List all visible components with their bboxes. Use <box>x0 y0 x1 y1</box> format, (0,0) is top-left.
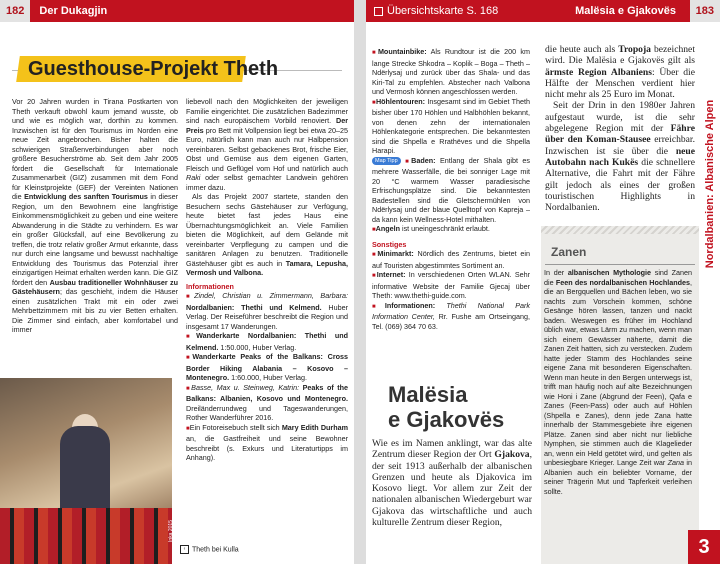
info-item: ■Zindel, Christian u. Zimmermann, Barbara: Nordalbanien: Thethi und Kelmend. Huber Verlag. Der Reiseführer beschreibt die Region und insgesamt 17 Wanderungen. <box>186 291 349 331</box>
page-number-right: 183 <box>690 0 720 22</box>
map-tip-badge[interactable]: Map Tipp <box>372 157 401 165</box>
tip-item: ■Angeln ist uneingeschränkt erlaubt. <box>372 224 490 233</box>
left-column-1 <box>12 97 178 335</box>
section-title: Malësia e Gjakovës <box>388 382 505 432</box>
misc-heading: Sonstiges <box>372 239 407 249</box>
info-heading: Informationen <box>186 281 234 291</box>
tip-item: ■Internet: In verschiedenen Orten WLAN. Sehr informative Website der Familie Gjecaj über Theth: www.thethi-guide.com. <box>372 270 531 300</box>
side-tab: Nordalbanien: Albanische Alpen <box>704 99 716 269</box>
page-number-left: 182 <box>0 0 30 22</box>
paragraph: Seit der Drin in den 1980er Jahren aufgestaut wurde, ist die sehr abgelegene Region mit der Fähre über den Koman-Stausee erreichbar. Inzwischen ist sie über die neue Autobahn nach Kukës die schnellere Alternative, die Fahrt mit der Fähre gilt jedoch als eines der großen touristischen Highlights in Nordalbanien. <box>545 100 695 214</box>
tip-item: ■Höhlentouren: Insgesamt sind im Gebiet Theth bisher über 170 Höhlen und Halbhöhlen bekannt, von denen zehn der internationalen Höhlenkategorie entsprechen. Die bekanntesten sind die Shpella e Rrathëves und die Shpella Harapi. <box>372 96 531 155</box>
box-decoration <box>541 226 699 234</box>
box-title-zanen: Zanen <box>551 245 587 259</box>
right-column-1 <box>372 47 530 331</box>
theth-photo <box>0 378 175 564</box>
info-item: ■Wanderkarte Nordalbanien: Thethi und Kelmend. 1:50.000, Huber Verlag. <box>186 331 348 352</box>
map-reference: Übersichtskarte S. 168 <box>374 0 498 22</box>
paragraph: Als das Projekt 2007 startete, standen den Besuchern sechs Gästehäuser zur Verfügung, heute bietet fast jedes Haus eine Übernachtungsmöglichkeit an. Viele Familien bieten die Möglichkeit, auf dem Gelände mit vereinbarter Verpflegung zu campen und die sanitären Anlagen zu benutzen. Traditionelle Gästehäuser gibt es auch in Tamara, Lepusha, Vermosh und Valbona. <box>186 192 348 277</box>
header-left <box>0 0 354 22</box>
left-column-2 <box>186 97 348 463</box>
map-box-icon <box>374 7 383 16</box>
photo-caption: ‹ Theth bei Kulla <box>180 545 239 554</box>
paragraph: die heute auch als Tropoja bezeichnet wird. Die Malësia e Gjakovës gilt als ärmste Region Albaniens: Über die Hälfte der Menschen verdient hier nicht mehr als 25 Euro im Monat. <box>545 44 695 101</box>
tip-item: ■Mountainbike: Als Rundtour ist die 200 km lange Strecke Shkodra – Koplik – Boga – Theth – Ndërlysaj und zurück über das Shala- und das Kiri-Tal zu empfehlen. Abstecher nach Valbona und Vermosh können angeschlossen werden. <box>372 47 531 96</box>
paragraph: liebevoll nach den Möglichkeiten der jeweiligen Familie eingerichtet. Die zusätzlichen Badezimmer sind nach europäischem Vorbild renoviert. Der Preis pro Bett mit Vollpension liegt bei etwa 20–25 Euro, nätürlich kann man auch nur Halbpension vereinbaren. Selbst gebackenes Brot, frische Eier, Obst und Gemüse aus dem eigenen Garten, Fleisch und Geflügel vom Hof und natürlich auch Raki oder selbst gemachter Landwein gehören immer dazu. <box>186 97 349 192</box>
header-right <box>366 0 720 22</box>
caption-marker-icon: ‹ <box>180 545 189 554</box>
running-title-left: Der Dukagjin <box>39 5 108 17</box>
box-rule <box>545 264 695 265</box>
book-gutter <box>354 0 366 564</box>
paragraph: In der albanischen Mythologie sind Zanen die Feen des nordalbanischen Hochlandes, die an Bergquellen und Bächen leben, wo sie nachts zum Vorschein kommen, schöne Gesänge hören lassen, tanzen und nackt baden. Weswegen es früher im Hochland üblich war, etwas Lärm zu machen, wenn man sich einem Gewässer näherte, damit die Zanen Zeit hatten, sich zu verstecken. Zudem hatte jeder Stamm des Hochlandes seine eigene Zana mit besonderen Eigenschaften. Wenn man heute in den Bergen unterwegs ist, trifft man häufig noch auf alte Bezeichnungen wie Honi i Zane (Abgrund der Feen), Qafa e Zanes (Feen-Pass) oder auch auf Höhlen (Shpella e Zanes), denn jede Zana hatte innerhalb der Stammesgebiete ihre eigenen Plätze. Zanen sind aber nicht nur liebliche Nymphen, sie stimmen auch die Klagelieder an, wenn ein Held getötet wird, und gelten als unbesiegbare Krieger. Lange Zeit war Zana in Albanien auch ein beliebter Vorname, der seiner Trägerin Mut und Tapferkeit verleihen sollte. <box>544 268 693 496</box>
info-item: ■Wanderkarte Peaks of the Balkans: Cross Border Hiking Alabania – Kosovo – Montenegro. 1:60.000, Huber Verlag. <box>186 352 348 382</box>
tip-item: ■Minimarkt: Nördlich des Zentrums, bietet ein auf Touristen abgestimmtes Sortiment an. <box>372 249 531 270</box>
woman-figure <box>60 426 110 516</box>
tip-item: ■Informationen: Thethi National Park Information Center, Rr. Fushe am Ortseingang, Tel. (069) 364 70 63. <box>372 300 530 331</box>
tip-item: Map Tipp ■Baden: Entlang der Shala gibt es mehrere Wasserfälle, die bei sonniger Lage mit 20 °C warmem Wasser paradiesische Erfrischungsplätze sind. Die bekanntesten Badestellen sind die Gletschermühlen von Ndërlysaj und der blaue Quelltopf von Kapreja – da kann kein Wellness-Hotel mithalten. <box>372 155 530 224</box>
info-item: ■Ein Fotoreisebuch stellt sich Mary Edith Durham an, die Gastfreiheit und seine Bewohner beschreibt (s. Exkurs und Literaturtipps im Anhang). <box>186 422 348 462</box>
paragraph: Vor 20 Jahren wurden in Tirana Postkarten von Theth verkauft obwohl kaum jemand wusste, ob und wie es möglich war, dorthin zu kommen. Inzwischen ist für den Tourismus im Norden eine neue Zeit angebrochen. Bisher halten die schwierigen Straßenverbindungen aber noch größere Besucherströme ab. Seit dem Jahr 2005 fördert die Gesellschaft für Internationale Zusammenarbeit (GIZ) zusammen mit dem Fond für Kleinstprojekte (GEF) der Vereinten Nationen die Entwicklung des sanften Tourismus in dieser Region, um den Bewohnern eine langfristige Einkommensmöglichkeit zu geben und eine weitere Abwanderung in die Städte zu verhindern. Es war ein großer Glücksfall, auf eine Bevölkerung zu treffen, die trotz relativ großer Armut erkannte, dass nur durch eine langsame und bewusst nachhaltige Entwicklung des Tourismus das Potenzial ihrer einzigartigen Heimat erhalten werden kann. Die GIZ fördert den Ausbau traditioneller Wohnhäuser zu Gästehäusern; das geschieht, indem die Häuser einen zusätzlichen Trakt mit ein oder zwei Mehrbettzimmern mit bis zu vier Betten erhalten. Die Zimmer sind einfach, aber komfortabel und immer <box>12 97 179 334</box>
woven-rug <box>0 508 175 564</box>
zanen-text <box>544 268 692 496</box>
photo-credit: Inka 2015 <box>168 520 175 542</box>
running-title-right: Malësia e Gjakovës <box>575 5 676 17</box>
section-intro: Wie es im Namen anklingt, war das alte Zentrum dieser Region der Ort Gjakova, der seit 1913 außerhalb der albanischen Grenzen und heute als Djakovica im Kosovo liegt. Vor allem zur Zeit der nationalen albanischen Wiedergeburt war Gjakova das wirtschaftliche und auch kulturelle Zentrum dieser Region, <box>372 438 532 529</box>
box-heading: Guesthouse-Projekt Theth <box>28 58 279 80</box>
info-item: ■Basse, Max u. Steinweg, Katrin: Peaks of the Balkans: Albanien, Kosovo und Montenegro. Dreiländerrundweg und Tageswanderungen, Rother Wanderführer 2016. <box>186 382 349 422</box>
chapter-number: 3 <box>688 530 720 564</box>
box-title <box>12 56 342 82</box>
right-column-2 <box>545 44 695 213</box>
